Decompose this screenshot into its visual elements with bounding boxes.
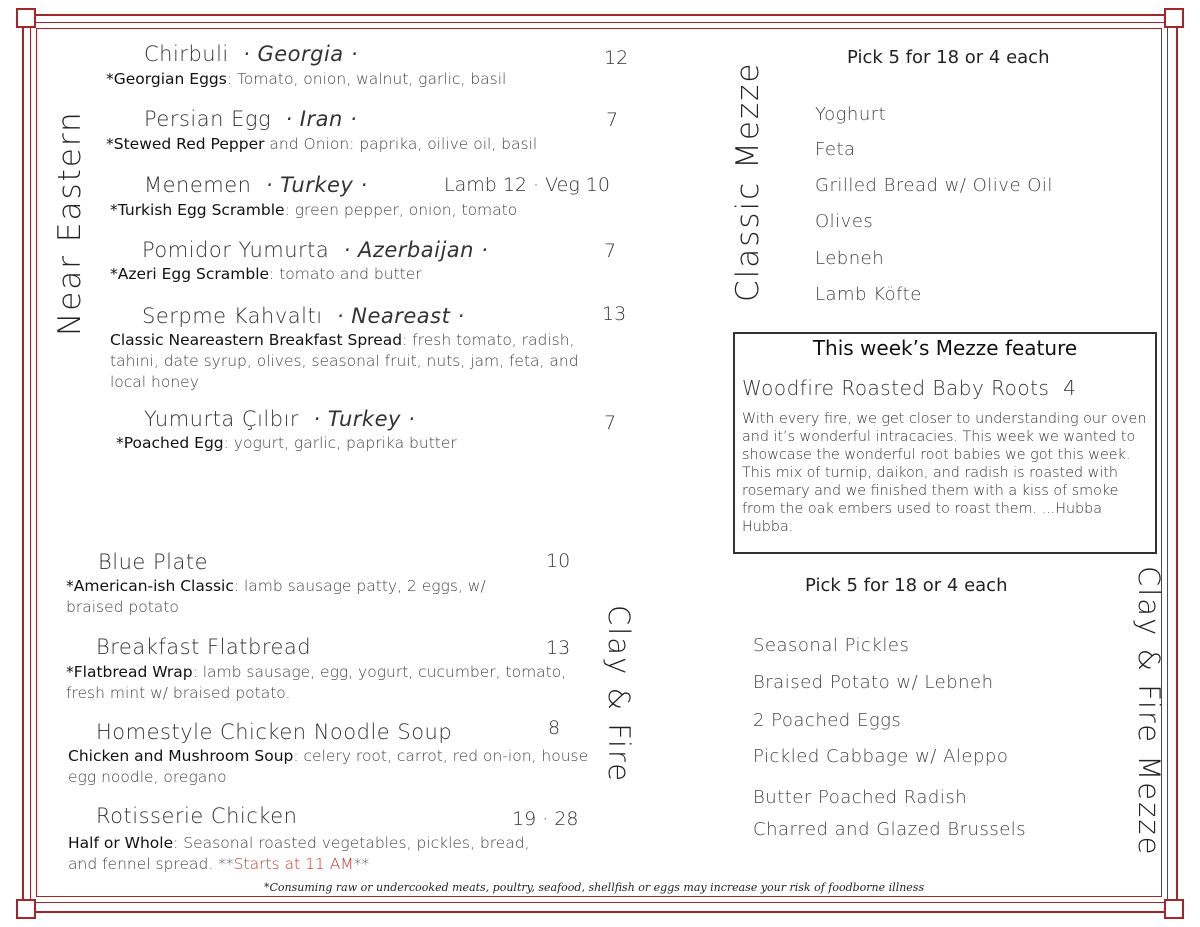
- item-name: Rotisserie Chicken: [96, 804, 298, 828]
- item-desc: : lamb sausage, egg, yogurt, cucumber, tomato, fresh mint w/ braised potato.: [66, 663, 567, 702]
- item-desc-title: *Poached Egg: [116, 434, 224, 452]
- item-name: Chirbuli: [144, 42, 229, 66]
- item-name: Menemen: [144, 173, 252, 197]
- item-desc-title: Chicken and Mushroom Soup: [68, 747, 294, 765]
- section-title-clay-fire: Clay & Fire: [602, 605, 636, 784]
- item-name: Persian Egg: [144, 107, 272, 131]
- item-origin: · Neareast ·: [336, 304, 465, 328]
- corner-ornament-bottom-left: [16, 899, 36, 919]
- section-title-classic-mezze: Classic Mezze: [730, 61, 766, 302]
- corner-ornament-top-right: [1164, 8, 1184, 28]
- item-price: 13: [602, 303, 627, 325]
- item-desc-title: *Flatbread Wrap: [66, 663, 193, 681]
- item-price: 8: [548, 717, 561, 739]
- item-name: Breakfast Flatbread: [96, 635, 312, 659]
- item-price: 13: [546, 637, 571, 659]
- feature-description: With every fire, we get closer to understanding our oven and it’s wonderful intracacies. This week we wanted to showcase the wonderful root babies we got this week. This mix of turnip, daikon, and radish is roasted with rosemary and we finished them with a kiss of smoke from the oak embers used to roast them. ...Hubba Hubba.: [742, 411, 1147, 535]
- item-name: Pomidor Yumurta: [142, 238, 330, 262]
- item-origin: · Iran ·: [285, 107, 358, 131]
- item-origin: · Azerbaijan ·: [343, 238, 489, 262]
- item-desc-title: Classic Neareastern Breakfast Spread: [110, 331, 403, 349]
- feature-name: Woodfire Roasted Baby Roots: [742, 376, 1050, 400]
- mezze-item: Olives: [815, 211, 874, 232]
- item-name: Homestyle Chicken Noodle Soup: [96, 720, 453, 744]
- item-desc: : lamb sausage patty, 2 eggs, w/ braised potato: [66, 577, 486, 616]
- item-origin: · Turkey ·: [313, 407, 416, 431]
- mezze-item: Lebneh: [815, 248, 885, 269]
- note-end: **: [353, 855, 370, 873]
- starts-at-note: Starts at 11 AM: [233, 855, 354, 873]
- weekly-feature-box: [733, 332, 1157, 554]
- mezze-item: Seasonal Pickles: [753, 635, 910, 656]
- item-desc-title: *Turkish Egg Scramble: [110, 201, 285, 219]
- item-desc-title: *American-ish Classic: [66, 577, 234, 595]
- item-desc-title: Half or Whole: [68, 834, 174, 852]
- item-desc: : celery root, carrot, red on-ion, house egg noodle, oregano: [68, 747, 589, 786]
- clay-mezze-pick: Pick 5 for 18 or 4 each: [805, 575, 1008, 596]
- item-desc: and Onion: paprika, oilive oil, basil: [264, 135, 538, 153]
- item-desc: : yogurt, garlic, paprika butter: [223, 434, 457, 452]
- item-price: 19 · 28: [512, 808, 579, 830]
- item-name: Serpme Kahvaltı: [142, 304, 323, 328]
- mezze-item: Charred and Glazed Brussels: [753, 819, 1027, 840]
- mezze-item: Yoghurt: [815, 104, 887, 125]
- section-title-clay-fire-mezze: Clay & Fire Mezze: [1132, 566, 1166, 857]
- mezze-item: 2 Poached Eggs: [753, 710, 902, 731]
- item-desc: : fresh tomato, radish, tahini, date syrup, olives, seasonal fruit, nuts, jam, feta, and local honey: [110, 331, 579, 391]
- item-price: 12: [604, 47, 629, 69]
- item-price: 7: [606, 109, 619, 131]
- item-price: 10: [546, 550, 571, 572]
- corner-ornament-bottom-right: [1164, 899, 1184, 919]
- item-desc-title: *Georgian Eggs: [106, 70, 227, 88]
- item-desc: : tomato and butter: [269, 265, 422, 283]
- item-name: Yumurta Çılbır: [144, 407, 300, 431]
- item-desc: : Tomato, onion, walnut, garlic, basil: [226, 70, 507, 88]
- item-desc-title: *Azeri Egg Scramble: [110, 265, 270, 283]
- item-price: 7: [604, 240, 617, 262]
- item-desc: : Seasonal roasted vegetables, pickles, bread, and fennel spread. **: [68, 834, 530, 873]
- mezze-item: Lamb Köfte: [815, 284, 922, 305]
- mezze-item: Butter Poached Radish: [753, 787, 968, 808]
- item-price: 7: [604, 412, 617, 434]
- item-origin: · Georgia ·: [243, 42, 359, 66]
- item-name: Blue Plate: [98, 550, 209, 574]
- mezze-item: Feta: [815, 139, 856, 160]
- classic-mezze-pick: Pick 5 for 18 or 4 each: [847, 47, 1050, 68]
- feature-title: This week’s Mezze feature: [812, 336, 1078, 360]
- mezze-item: Braised Potato w/ Lebneh: [753, 672, 994, 693]
- corner-ornament-top-left: [16, 8, 36, 28]
- item-price: Lamb 12 · Veg 10: [444, 174, 610, 196]
- mezze-item: Pickled Cabbage w/ Aleppo: [753, 746, 1009, 767]
- mezze-item: Grilled Bread w/ Olive Oil: [815, 175, 1053, 196]
- item-desc: : green pepper, onion, tomato: [284, 201, 518, 219]
- item-origin: · Turkey ·: [265, 173, 368, 197]
- item-desc-title: *Stewed Red Pepper: [106, 135, 265, 153]
- feature-price: 4: [1063, 376, 1077, 400]
- section-title-near-eastern: Near Eastern: [52, 110, 88, 336]
- food-safety-disclaimer: *Consuming raw or undercooked meats, poultry, seafood, shellfish or eggs may increase your risk of foodborne illness: [264, 881, 925, 894]
